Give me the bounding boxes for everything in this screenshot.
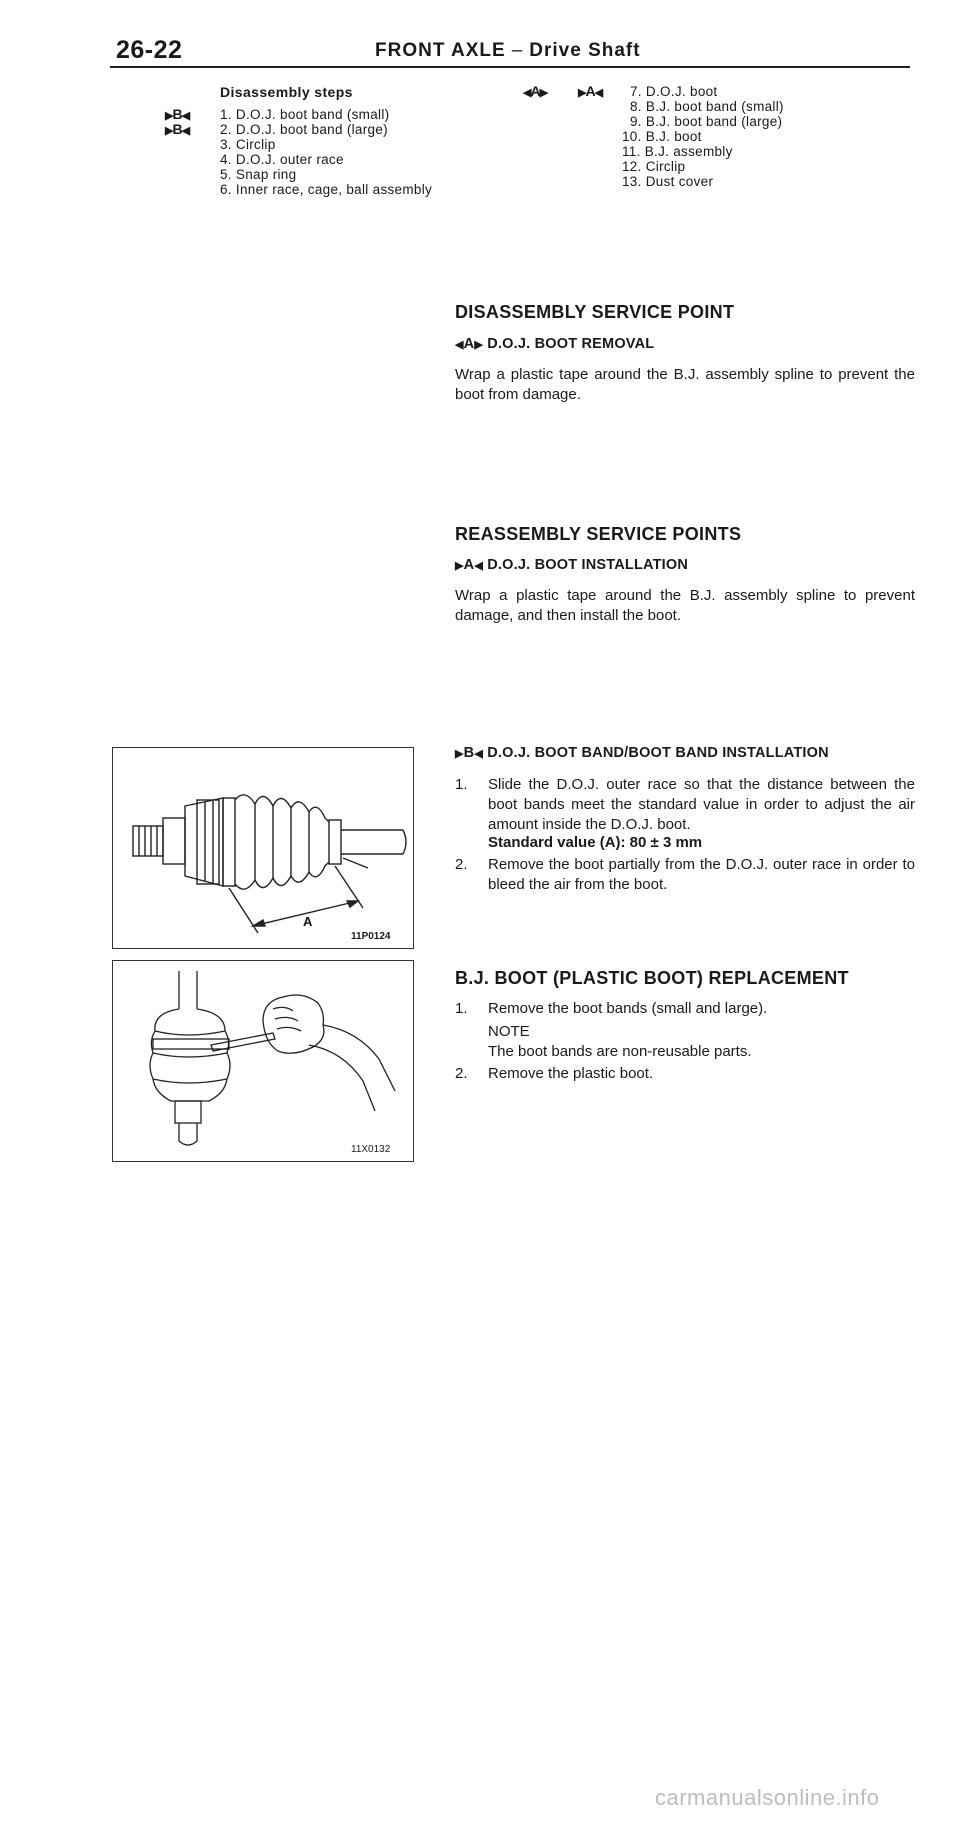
dimension-label-a: A [303,914,313,929]
step-item: 2. D.O.J. boot band (large) [220,122,388,137]
install-mark-b: ▶B◀ [165,121,190,137]
figure-code: 11P0124 [351,931,391,942]
note-text: The boot bands are non-reusable parts. [488,1043,752,1060]
boot-band-step-1: 1. Slide the D.O.J. outer race so that the distance between the boot bands meet the standard value in order to adjust the air amount inside the D.O.J. boot. [455,776,915,833]
boot-band-step-2: 2. Remove the boot partially from the D.O.J. outer race in order to bleed the air from the boot. [455,856,915,893]
boot-band-installation-heading: ▶B◀ D.O.J. BOOT BAND/BOOT BAND INSTALLATION [455,745,829,761]
step-item: 3. Circlip [220,137,276,152]
doj-boot-installation-text: Wrap a plastic tape around the B.J. assembly spline to prevent damage, and then install the boot. [455,587,915,624]
step-item: 6. Inner race, cage, ball assembly [220,182,433,197]
reassembly-service-title: REASSEMBLY SERVICE POINTS [455,524,742,544]
step-item: 7. D.O.J. boot [630,84,718,99]
install-mark-a: ▶A◀ [578,83,603,99]
note-label: NOTE [488,1023,530,1040]
disassembly-service-title: DISASSEMBLY SERVICE POINT [455,302,735,322]
doj-boot-installation-heading: ▶A◀ D.O.J. BOOT INSTALLATION [455,557,689,573]
bj-boot-drawing [113,961,413,1161]
install-mark-b: ▶B◀ [165,106,190,122]
doj-boot-figure [112,747,414,949]
doj-boot-removal-text: Wrap a plastic tape around the B.J. assembly spline to prevent the boot from damage. [455,366,915,403]
step-item: 9. B.J. boot band (large) [630,114,783,129]
title-dash: – [511,40,524,61]
watermark: carmanualsonline.info [655,1785,880,1810]
step-item: 8. B.J. boot band (small) [630,99,784,114]
bj-boot-step-2: 2. Remove the plastic boot. [455,1065,654,1082]
doj-boot-drawing [113,748,413,948]
section-name: FRONT AXLE [375,40,506,61]
disassembly-steps-title: Disassembly steps [220,84,353,100]
step-item: 12. Circlip [622,159,686,174]
doj-boot-removal-heading: ◀A▶ D.O.J. BOOT REMOVAL [455,336,655,352]
step-item: 4. D.O.J. outer race [220,152,344,167]
bj-boot-step-1: 1. Remove the boot bands (small and large). [455,1000,768,1017]
step-item: 13. Dust cover [622,174,714,189]
page-number: 26-22 [116,36,183,64]
bj-boot-replacement-title: B.J. BOOT (PLASTIC BOOT) REPLACEMENT [455,968,849,988]
step-item: 1. D.O.J. boot band (small) [220,107,390,122]
page-title [375,40,641,62]
bj-boot-figure [112,960,414,1162]
header-rule [110,66,910,68]
step-item: 10. B.J. boot [622,129,702,144]
figure-code: 11X0132 [351,1144,391,1155]
step-item: 11. B.J. assembly [622,144,733,159]
subsection-name: Drive Shaft [529,40,641,61]
removal-mark-a: ◀A▶ [523,83,548,99]
standard-value: Standard value (A): 80 ± 3 mm [488,834,703,851]
step-item: 5. Snap ring [220,167,297,182]
